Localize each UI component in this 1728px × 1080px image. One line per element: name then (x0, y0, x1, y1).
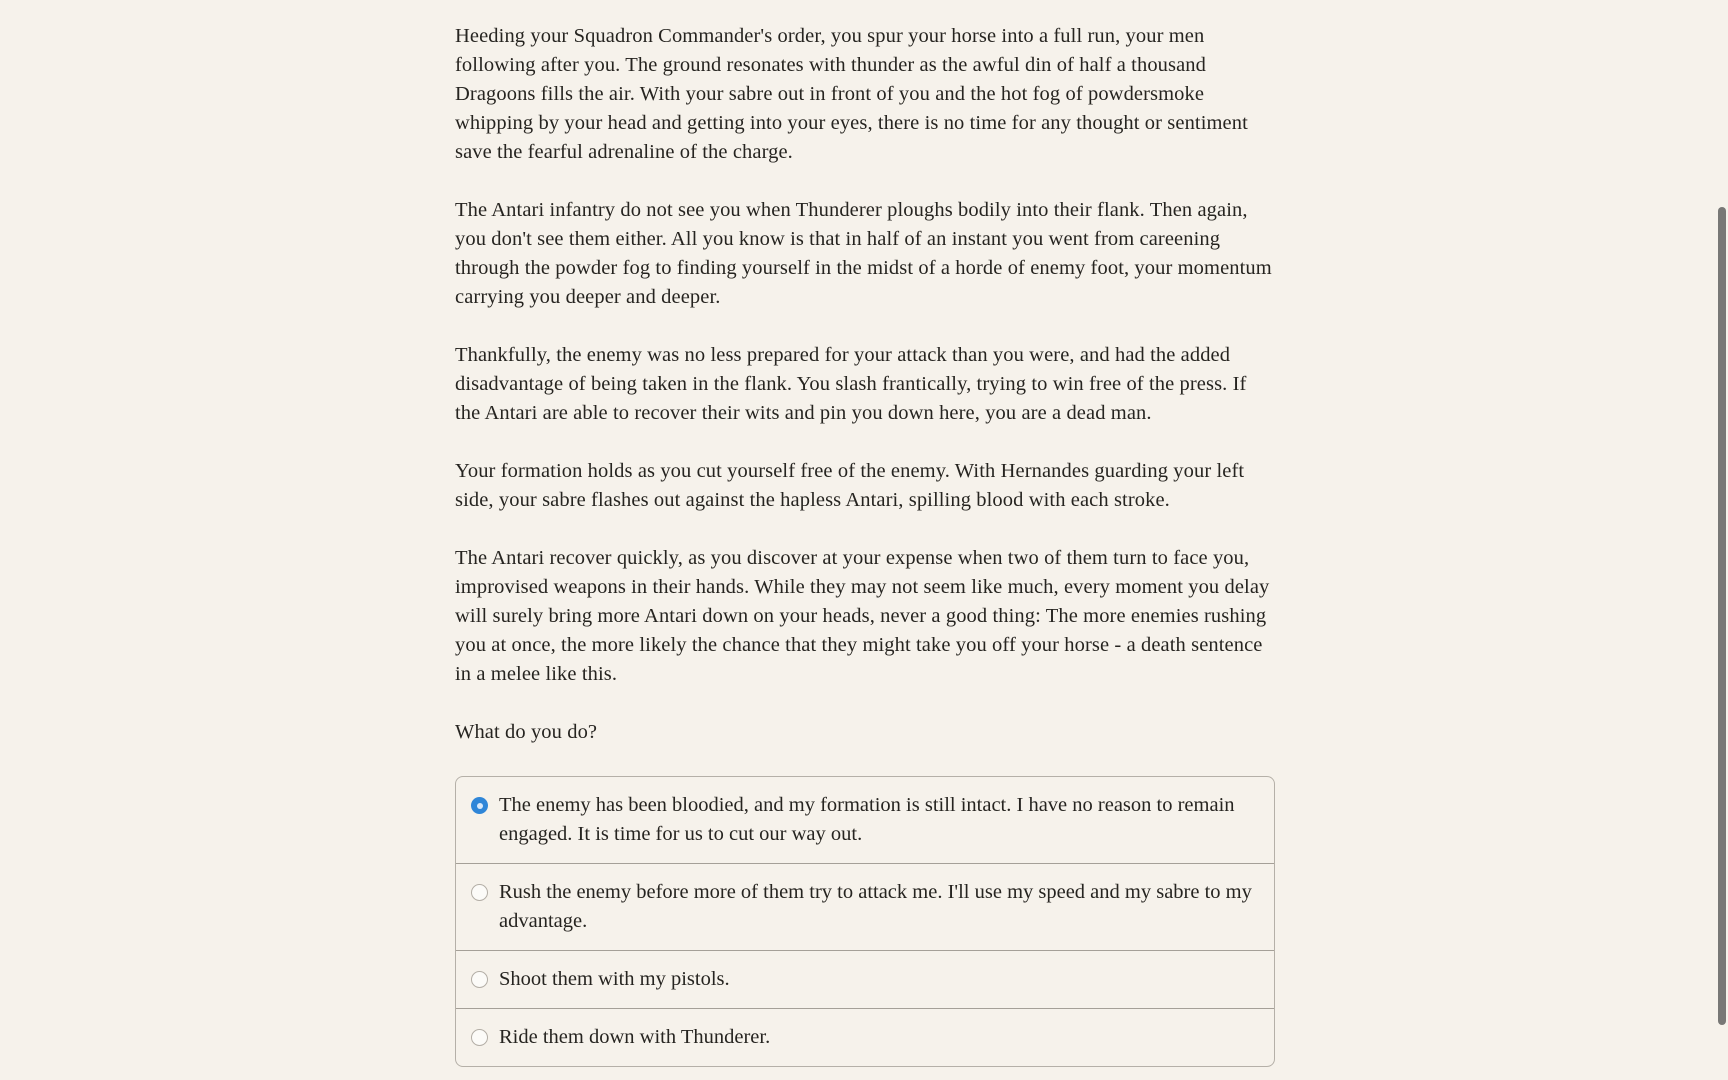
radio-unchecked-icon[interactable] (471, 884, 488, 901)
story-paragraph-4: Your formation holds as you cut yourself free of the enemy. With Hernandes guarding your left side, your sabre flashes out against the hapless Antari, spilling blood with each stroke. (455, 460, 1245, 511)
story-content (455, 0, 1275, 1067)
choice-label-2: Rush the enemy before more of them try to attack me. I'll use my speed and my sabre to my advantage. (499, 881, 1252, 932)
story-paragraph-3: Thankfully, the enemy was no less prepared for your attack than you were, and had the added disadvantage of being taken in the flank. You slash frantically, trying to win free of the press. If the Antari are able to recover their wits and pin you down here, you are a dead man. (455, 344, 1247, 424)
radio-unchecked-icon[interactable] (471, 1029, 488, 1046)
story-paragraph-1: Heeding your Squadron Commander's order, you spur your horse into a full run, your men following after you. The ground resonates with thunder as the awful din of half a thousand Dragoons fills the air. With your sabre out in front of you and the hot fog of powdersmoke whipping by your head and getting into your eyes, there is no time for any thought or sentiment save the fearful adrenaline of the charge. (455, 25, 1248, 163)
scrollbar-thumb[interactable] (1718, 207, 1726, 1025)
choice-option-1[interactable] (456, 777, 1274, 863)
story-paragraph-2: The Antari infantry do not see you when Thunderer ploughs bodily into their flank. Then again, you don't see them either. All you know is that in half of an instant you went from careening through the powder fog to finding yourself in the midst of a horde of enemy foot, your momentum carrying you deeper and deeper. (455, 199, 1272, 308)
story-paragraph-5: The Antari recover quickly, as you discover at your expense when two of them turn to face you, improvised weapons in their hands. While they may not seem like much, every moment you delay will surely bring more Antari down on your heads, never a good thing: The more enemies rushing you at once, the more likely the chance that they might take you off your horse - a death sentence in a melee like this. (455, 547, 1270, 685)
choice-option-4[interactable] (456, 1008, 1274, 1066)
choice-option-3[interactable] (456, 950, 1274, 1008)
choice-label-1: The enemy has been bloodied, and my formation is still intact. I have no reason to remain engaged. It is time for us to cut our way out. (499, 794, 1235, 845)
choice-label-3: Shoot them with my pistols. (499, 968, 730, 990)
choice-option-2[interactable] (456, 863, 1274, 950)
choice-list (455, 776, 1275, 1067)
radio-unchecked-icon[interactable] (471, 971, 488, 988)
choice-label-4: Ride them down with Thunderer. (499, 1026, 771, 1048)
radio-checked-icon[interactable] (471, 797, 488, 814)
story-prompt: What do you do? (455, 721, 598, 743)
